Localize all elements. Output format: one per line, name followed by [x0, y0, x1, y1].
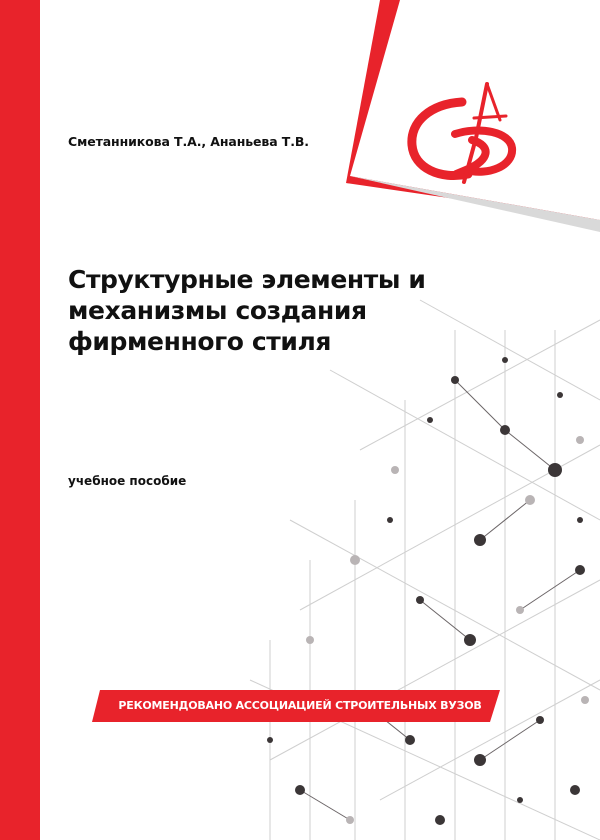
- network-lines: [250, 300, 600, 840]
- book-title-line: механизмы создания: [68, 296, 367, 325]
- book-type: учебное пособие: [68, 474, 187, 488]
- network-dark-lines: [300, 380, 580, 820]
- book-title-line: Структурные элементы и: [68, 265, 426, 294]
- book-title-line: фирменного стиля: [68, 327, 332, 356]
- authors: Сметанникова Т.А., Ананьева Т.В.: [68, 134, 309, 149]
- book-title: [68, 264, 498, 357]
- network-dots: [267, 357, 589, 825]
- recommendation-banner: [100, 690, 500, 722]
- banner-text: РЕКОМЕНДОВАНО АССОЦИАЦИЕЙ СТРОИТЕЛЬНЫХ ВУЗОВ: [118, 699, 482, 712]
